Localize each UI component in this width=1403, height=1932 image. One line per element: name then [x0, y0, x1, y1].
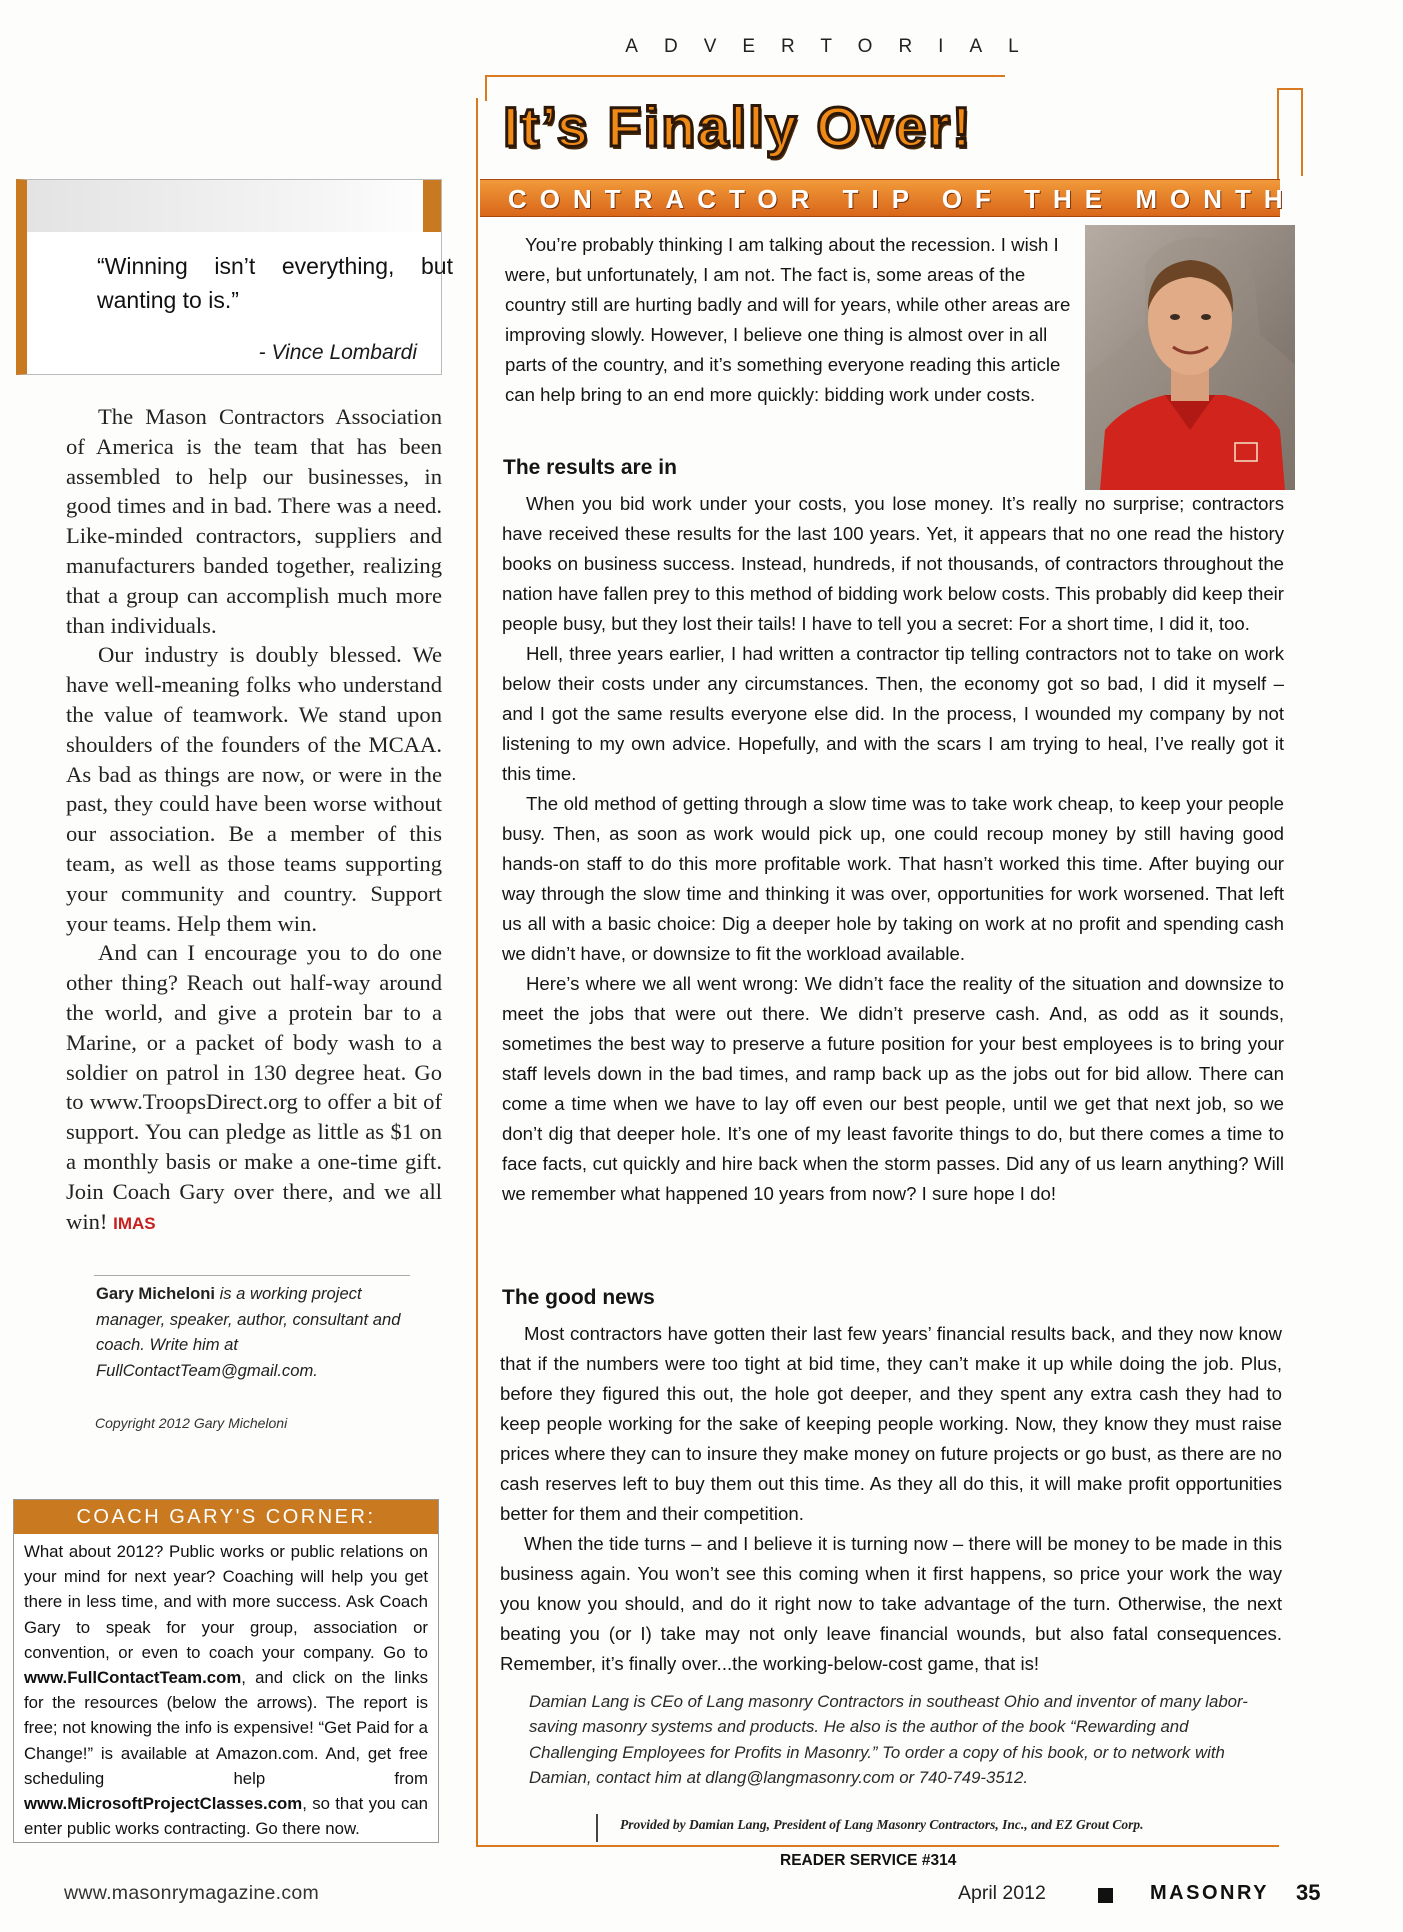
article-paragraph: When the tide turns – and I believe it is turning now – there will be money to be made in this business again. You won’t see this coming when it first happens, so price your work the way you know you should, and do it right now to take advantage of the turn. Otherwise, the next beating you (or I) take may not only leave financial wounds, but also fatal consequences. Remember, it’s finally over...the working-below-cost game, that is!	[500, 1533, 1282, 1674]
left-column-body	[66, 402, 442, 1238]
headline: It’s Finally Over!	[503, 95, 973, 158]
coach-bio	[96, 1281, 426, 1383]
frame-line	[485, 75, 487, 101]
corner-body: What about 2012? Public works or public relations on your mind for next year? Coaching will help you get there in less time, and with more success. Ask Coach Gary to speak for your group, association or convention, or even to coach your company. Go to www.FullContactTeam.com, and click on the links for the resources (below the arrows). The report is free; not knowing the info is expensive! “Get Paid for a Change!” is available at Amazon.com. And, get free scheduling help from www.MicrosoftProjectClasses.com, so that you can enter public works contracting. Go there now.	[24, 1542, 428, 1839]
fullcontactteam-link[interactable]: www.FullContactTeam.com	[24, 1668, 242, 1688]
frame-line	[476, 98, 478, 1846]
quote-box	[16, 179, 453, 375]
reader-service: READER SERVICE #314	[780, 1852, 957, 1869]
left-paragraph-text: And can I encourage you to do one other thing? Reach out half-way around the world, and give a protein bar to a Marine, or a packet of body wash to a soldier on patrol in 130 degree heat. Go to www.TroopsDirect.org to offer a bit of support. You can pledge as little as $1 on a monthly basis or make a one-time gift. Join Coach Gary over there, and we all win!	[66, 940, 442, 1234]
article-paragraph: Hell, three years earlier, I had written a contractor tip telling contractors not to take on work below their costs under any circumstances. Then, the economy got so bad, I did it myself – and I got the same results everyone else did. In the process, I wounded my company by not listening to my own advice. Hopefully, and with the scars I am trying to heal, I’ve really got it this time.	[502, 643, 1284, 784]
page-number: 35	[1296, 1880, 1321, 1905]
microsoftprojectclasses-link[interactable]: www.MicrosoftProjectClasses.com	[24, 1794, 303, 1814]
section-heading: The good news	[502, 1286, 655, 1309]
frame-line	[1277, 88, 1303, 90]
article-intro	[505, 230, 1075, 410]
author-bio: Damian Lang is CEo of Lang masonry Contractors in southeast Ohio and inventor of many labor-saving masonry systems and products. He also is the author of the book “Rewarding and Challenging Employees for Profits in Masonry.” To order a copy of his book, or to network with Damian, contact him at dlang@langmasonry.com or 740-749-3512.	[529, 1692, 1248, 1788]
author-photo	[1085, 225, 1295, 490]
quote-author: - Vince Lombardi	[258, 341, 417, 364]
footer-website[interactable]: www.masonrymagazine.com	[64, 1882, 320, 1904]
corner-title: COACH GARY'S CORNER:	[14, 1500, 438, 1534]
article-paragraph: When you bid work under your costs, you lose money. It’s really no surprise; contractors have received these results for the last 100 years. Yet, it appears that no one read the history books on business success. Instead, hundreds, if not thousands, of contractors throughout the nation have fallen prey to this method of bidding work below costs. This probably did keep their people busy, but they lost their tails! I have to tell you a secret: For a short time, I did it, too.	[502, 493, 1284, 634]
advertorial-label: ADVERTORIAL	[625, 36, 1045, 57]
frame-line	[1301, 88, 1303, 176]
portrait-illustration	[1085, 225, 1295, 490]
left-paragraph: Our industry is doubly blessed. We have well-meaning folks who understand the value of teamwork. We stand upon shoulders of the founders of the MCAA. As bad as things are now, or were in the past, they could have been worse without our association. Be a member of this team, as well as those teams supporting your community and country. Support your teams. Help them win.	[66, 642, 442, 936]
divider	[94, 1275, 410, 1276]
left-paragraph: The Mason Contractors Association of America is the team that has been assembled to help our businesses, in good times and in bad. There was a need. Like-minded contractors, suppliers and manufacturers banded together, realizing that a group can accomplish much more than individuals.	[66, 404, 442, 638]
frame-line	[485, 75, 1005, 77]
copyright: Copyright 2012 Gary Micheloni	[95, 1415, 288, 1431]
footer-square-icon	[1098, 1888, 1113, 1903]
article-paragraph: The old method of getting through a slow time was to take work cheap, to keep your people busy. Then, as soon as work would pick up, one could recoup money by still having good hands-on staff to do this more profitable work. That hasn’t worked this time. After buying our way through the slow time and thinking it was over, opportunities for work worsened. That left us all with a basic choice: Dig a deeper hole by taking on work at no profit and spending cash we didn’t have, or downsize to fit the workload available.	[502, 793, 1284, 964]
contractor-tip-banner: CONTRACTOR TIP OF THE MONTH	[480, 179, 1280, 217]
provided-marker	[596, 1814, 598, 1842]
article-paragraph: Most contractors have gotten their last few years’ financial results back, and they now know that if the numbers were too tight at bid time, they can’t make it up while doing the job. Plus, before they figured this out, the hole got deeper, and they spent any extra cash they had to keep people working for the sake of keeping people working. Now, they know they must raise prices where they can to insure they make money on future projects or go bust, as there are no cash reserves left to buy them out this time. As they all do this, it will make profit opportunities better for them and their competition.	[500, 1323, 1282, 1524]
quote-box-accent	[423, 180, 441, 232]
intro-paragraph: You’re probably thinking I am talking about the recession. I wish I were, but unfortunately, I am not. The fact is, some areas of the country still are hurting badly and will for years, while other areas are improving slowly. However, I believe one thing is almost over in all parts of the country, and it’s something everyone reading this article can help bring to an end more quickly: bidding work under costs.	[505, 234, 1071, 405]
coach-name: Gary Micheloni	[96, 1284, 215, 1303]
imas-end-mark: IMAS	[113, 1213, 156, 1233]
left-paragraph-final	[66, 938, 442, 1238]
footer-magazine: MASONRY	[1150, 1882, 1269, 1904]
article-paragraph: Here’s where we all went wrong: We didn’t face the reality of the situation and downsize to meet the jobs that were out there. We didn’t preserve cash. And, as odd as it sounds, sometimes the best way to preserve a future position for your best employees is to bring your staff levels down in the bad times, and ramp back up as the jobs out for bid allow. There can come a time when we have to lay off even our best people, until we get that next job, so we don’t dig that deeper hole. It’s one of my least favorite things to do, but there comes a time to face facts, cut quickly and hire back when the storm passes. Did any of us learn anything? Will we remember what happened 10 years from now? I sure hope I do!	[502, 973, 1284, 1204]
provided-by: Provided by Damian Lang, President of Lang Masonry Contractors, Inc., and EZ Grout Corp.	[620, 1817, 1144, 1832]
coach-bio-text: is a working project manager, speaker, author, consultant and coach. Write him at FullContactTeam@gmail.com.	[96, 1284, 401, 1380]
frame-line	[476, 1845, 1279, 1847]
coach-gary-corner	[13, 1499, 439, 1843]
section-results	[502, 489, 1284, 1209]
frame-line	[1277, 88, 1279, 180]
section-heading: The results are in	[503, 456, 677, 479]
footer-date: April 2012	[958, 1882, 1046, 1904]
quote-text: “Winning isn’t everything, but wanting to is.”	[97, 253, 453, 313]
quote-box-header	[27, 180, 441, 232]
section-good-news	[500, 1319, 1282, 1679]
